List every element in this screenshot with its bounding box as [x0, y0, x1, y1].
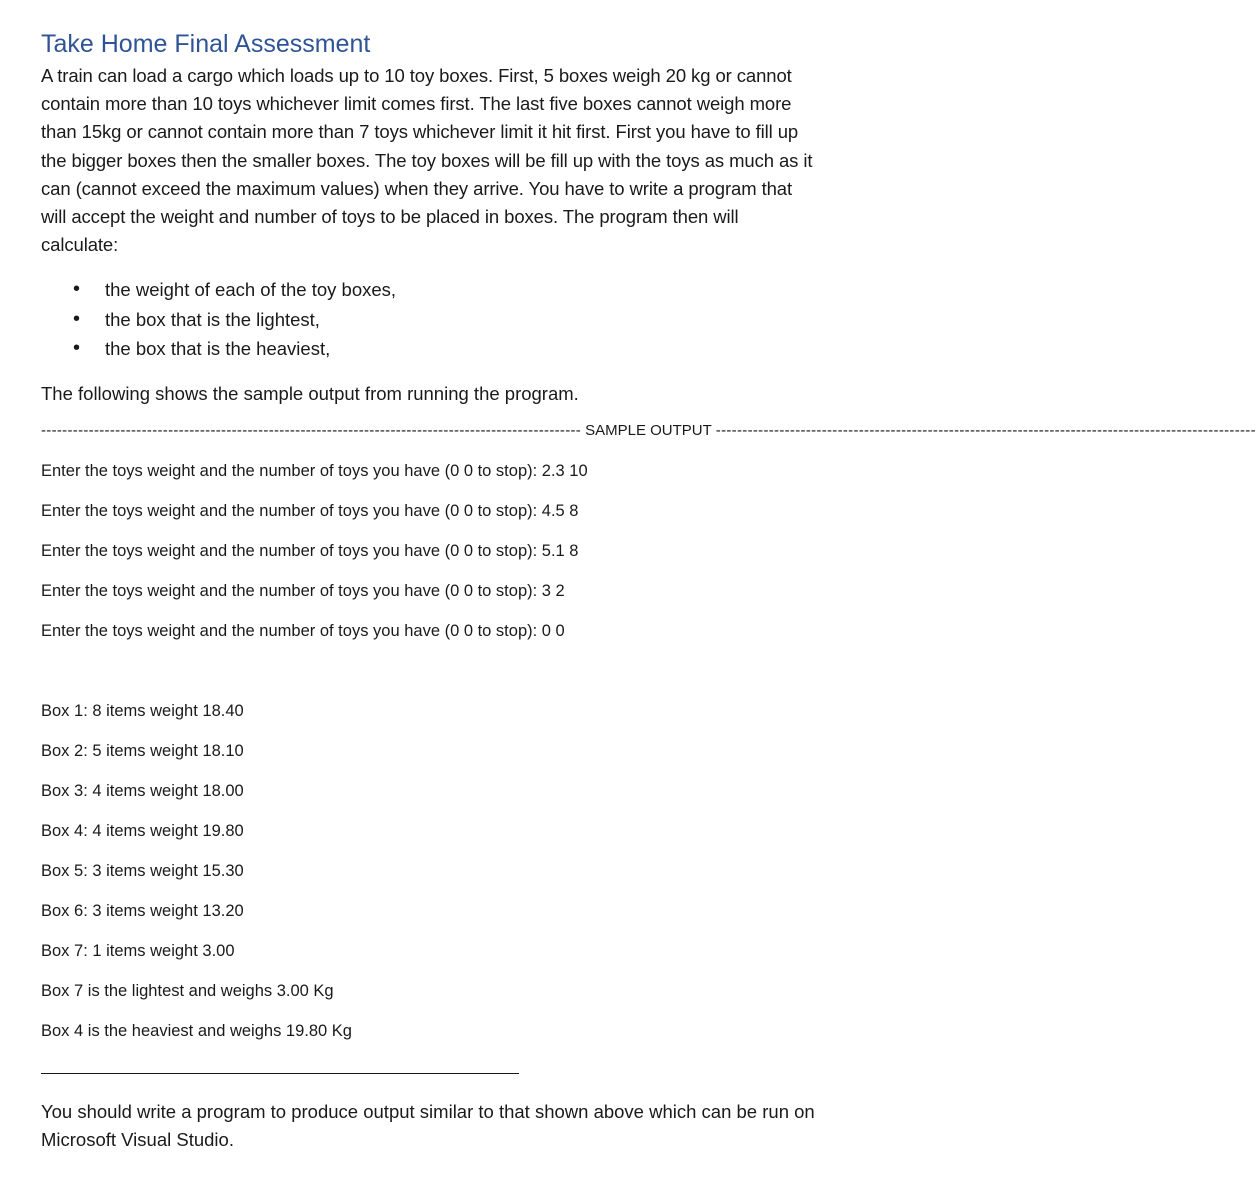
requirements-list	[41, 275, 881, 364]
intro-paragraph	[41, 62, 881, 259]
dash-rule-right: ------------------------------------------------------------------------------------------------------	[715, 421, 1256, 439]
intro-line: contain more than 10 toys whichever limit comes first. The last five boxes cannot weigh more	[41, 93, 792, 115]
divider-label: SAMPLE OUTPUT	[585, 421, 712, 439]
input-line: Enter the toys weight and the number of toys you have (0 0 to stop): 0 0	[41, 621, 565, 640]
document-page	[41, 26, 1256, 1154]
input-line: Enter the toys weight and the number of toys you have (0 0 to stop): 5.1 8	[41, 541, 579, 560]
blank-gap	[41, 641, 881, 681]
intro-line: the bigger boxes then the smaller boxes. The toy boxes will be fill up with the toys as much as it	[41, 149, 813, 171]
box-line: Box 4: 4 items weight 19.80	[41, 821, 244, 840]
box-results-block	[41, 701, 881, 961]
list-item: • the box that is the lightest,	[73, 305, 881, 335]
box-line: Box 2: 5 items weight 18.10	[41, 741, 244, 760]
list-item: • the weight of each of the toy boxes,	[73, 275, 881, 305]
closing-paragraph	[41, 1098, 881, 1154]
horizontal-rule	[41, 1073, 519, 1074]
intro-line: calculate:	[41, 234, 119, 256]
summary-block	[41, 981, 881, 1041]
closing-line: You should write a program to produce output similar to that shown above which can be run on	[41, 1100, 815, 1122]
closing-line: Microsoft Visual Studio.	[41, 1129, 234, 1151]
input-line: Enter the toys weight and the number of toys you have (0 0 to stop): 3 2	[41, 581, 565, 600]
dash-rule-left: ------------------------------------------------------------------------------------------------------	[41, 421, 582, 439]
heaviest-summary: Box 4 is the heaviest and weighs 19.80 Kg	[41, 1021, 352, 1040]
list-item: • the box that is the heaviest,	[73, 334, 881, 364]
intro-line: can (cannot exceed the maximum values) when they arrive. You have to write a program that	[41, 177, 793, 199]
sample-intro: The following shows the sample output from running the program.	[41, 382, 579, 404]
sample-input-block	[41, 461, 881, 641]
sample-output-divider	[41, 421, 1256, 441]
document-title: Take Home Final Assessment	[41, 30, 371, 58]
intro-line: than 15kg or cannot contain more than 7 toys whichever limit it hit first. First you have to fill up	[41, 121, 799, 143]
intro-line: will accept the weight and number of toys to be placed in boxes. The program then will	[41, 206, 739, 228]
box-line: Box 1: 8 items weight 18.40	[41, 701, 244, 720]
box-line: Box 3: 4 items weight 18.00	[41, 781, 244, 800]
box-line: Box 6: 3 items weight 13.20	[41, 901, 244, 920]
lightest-summary: Box 7 is the lightest and weighs 3.00 Kg	[41, 981, 334, 1000]
input-line: Enter the toys weight and the number of toys you have (0 0 to stop): 2.3 10	[41, 461, 588, 480]
intro-line: A train can load a cargo which loads up to 10 toy boxes. First, 5 boxes weigh 20 kg or cannot	[41, 65, 792, 86]
box-line: Box 7: 1 items weight 3.00	[41, 941, 235, 960]
box-line: Box 5: 3 items weight 15.30	[41, 861, 244, 880]
input-line: Enter the toys weight and the number of toys you have (0 0 to stop): 4.5 8	[41, 501, 579, 520]
